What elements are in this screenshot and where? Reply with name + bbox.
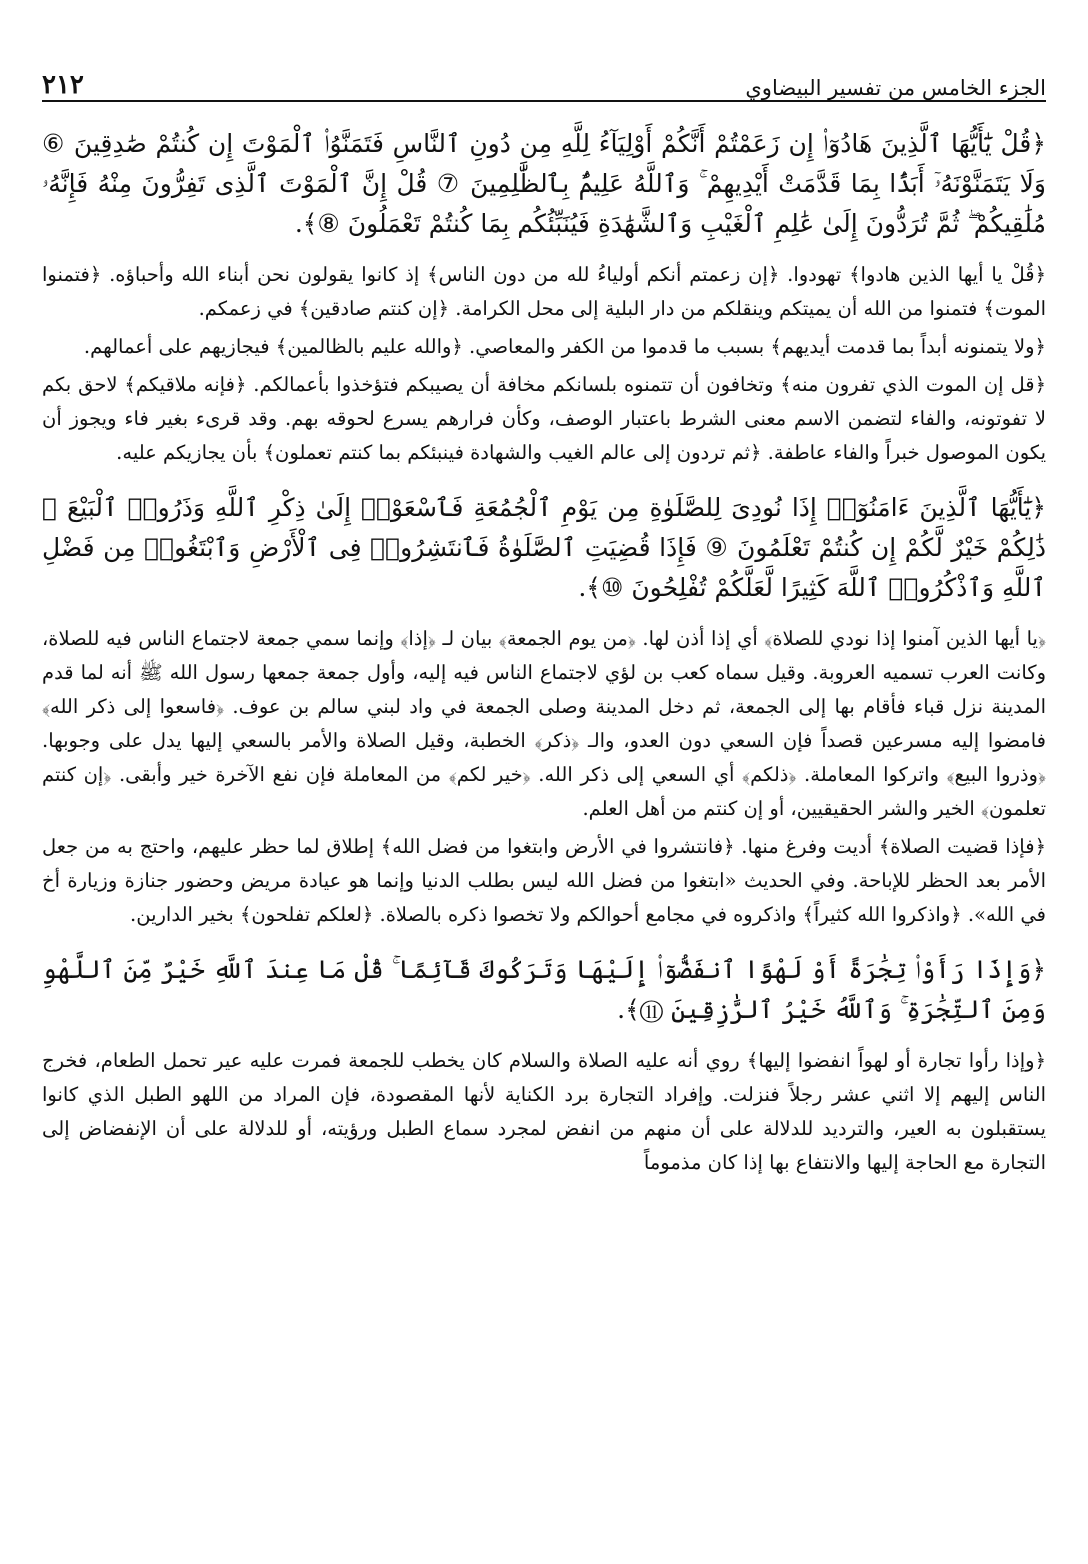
commentary-paragraph: ﴿يا أيها الذين آمنوا إذا نودي للصلاة﴾ أي إذا أذن لها. ﴿من يوم الجمعة﴾ بيان لـ ﴿إذا﴾ وإنما سمي جمعة لاجتماع الناس فيه للصلاة، وكانت العرب تسميه العروبة. وقيل سماه كعب بن لؤي لاجتماع الناس فيه إليه، وأول جمعة جمعها رسول الله ﷺ أنه لما قدم المدينة نزل قباء فأقام بها إلى الجمعة، ثم دخل المدينة وصلى الجمعة في واد لبني سالم بن عوف. ﴿فاسعوا إلى ذكر الله﴾ فامضوا إليه مسرعين قصداً فإن السعي دون العدو، والـ ﴿ذكر﴾ الخطبة، وقيل الصلاة والأمر بالسعي إليها يدل على وجوبها. ﴿وذروا البيع﴾ واتركوا المعاملة. ﴿ذلكم﴾ أي السعي إلى ذكر الله. ﴿خير لكم﴾ من المعاملة فإن نفع الآخرة خير وأبقى. ﴿إن كنتم تعلمون﴾ الخير والشر الحقيقيين، أو إن كنتم من أهل العلم. bbox=[42, 627, 1046, 820]
page-number: ٢١٢ bbox=[42, 70, 84, 100]
quran-verse-block: ﴿وَإِذَا رَأَوْا۟ تِجَٰرَةً أَوْ لَهْوًا ٱنفَضُّوٓا۟ إِلَيْهَا وَتَرَكُوكَ قَآئِمًا ۚ قُلْ مَا عِندَ ٱللَّهِ خَيْرٌ مِّنَ ٱللَّهْوِ وَمِنَ ٱلتِّجَٰرَةِ ۚ وَٱللَّهُ خَيْرُ ٱلرَّٰزِقِينَ ⑪﴾. bbox=[42, 955, 1046, 1024]
commentary-paragraph: ﴿وإذا رأوا تجارة أو لهواً انفضوا إليها﴾ روي أنه عليه الصلاة والسلام كان يخطب للجمعة فمرت عليه عير تحمل الطعام، فخرج الناس إليهم إلا اثني عشر رجلاً فنزلت. وإفراد التجارة برد الكناية لأنها المقصودة، فإن المراد من اللهو الطبل الذي كانوا يستقبلون به العير، والترديد للدلالة على أن منهم من انفض لمجرد سماع الطبل ورؤيته، أو للدلالة على أن الإنفضاض إلى التجارة مع الحاجة إليها والانتفاع بها إذا كان مذموماً bbox=[42, 1049, 1046, 1174]
quran-verse-block: ﴿يَٰٓأَيُّهَا ٱلَّذِينَ ءَامَنُوٓا۟ إِذَا نُودِىَ لِلصَّلَوٰةِ مِن يَوْمِ ٱلْجُمُعَةِ فَٱسْعَوْا۟ إِلَىٰ ذِكْرِ ٱللَّهِ وَذَرُوا۟ ٱلْبَيْعَ ۚ ذَٰلِكُمْ خَيْرٌ لَّكُمْ إِن كُنتُمْ تَعْلَمُونَ ⑨ فَإِذَا قُضِيَتِ ٱلصَّلَوٰةُ فَٱنتَشِرُوا۟ فِى ٱلْأَرْضِ وَٱبْتَغُوا۟ مِن فَضْلِ ٱللَّهِ وَٱذْكُرُوا۟ ٱللَّهَ كَثِيرًا لَّعَلَّكُمْ تُفْلِحُونَ ⑩﴾. bbox=[42, 493, 1046, 602]
quran-verse-block: ﴿قُلْ يَٰٓأَيُّهَا ٱلَّذِينَ هَادُوٓا۟ إِن زَعَمْتُمْ أَنَّكُمْ أَوْلِيَآءُ لِلَّهِ مِن دُونِ ٱلنَّاسِ فَتَمَنَّوُا۟ ٱلْمَوْتَ إِن كُنتُمْ صَٰدِقِينَ ⑥ وَلَا يَتَمَنَّوْنَهُۥٓ أَبَدًۢا بِمَا قَدَّمَتْ أَيْدِيهِمْ ۚ وَٱللَّهُ عَلِيمٌۢ بِٱلظَّٰلِمِينَ ⑦ قُلْ إِنَّ ٱلْمَوْتَ ٱلَّذِى تَفِرُّونَ مِنْهُ فَإِنَّهُۥ مُلَٰقِيكُمْ ۖ ثُمَّ تُرَدُّونَ إِلَىٰ عَٰلِمِ ٱلْغَيْبِ وَٱلشَّهَٰدَةِ فَيُنَبِّئُكُم بِمَا كُنتُمْ تَعْمَلُونَ ⑧﴾. bbox=[42, 129, 1046, 238]
spacer bbox=[42, 474, 1046, 488]
header-title: الجزء الخامس من تفسير البيضاوي bbox=[745, 76, 1046, 100]
commentary-paragraph: ﴿قل إن الموت الذي تفرون منه﴾ وتخافون أن تتمنوه بلسانكم مخافة أن يصيبكم فتؤخذوا بأعمالكم. ﴿فإنه ملاقيكم﴾ لاحق بكم لا تفوتونه، والفاء لتضمن الاسم معنى الشرط باعتبار الوصف، وكأن فرارهم يسرع لحوقه بهم. وقد قرىء بغير فاء ويجوز أن يكون الموصول خبراً والفاء عاطفة. ﴿ثم تردون إلى عالم الغيب والشهادة فينبئكم بما كنتم تعملون﴾ بأن يجازيكم عليه. bbox=[42, 373, 1046, 464]
commentary-paragraph: ﴿قُلْ يا أيها الذين هادوا﴾ تهودوا. ﴿إن زعمتم أنكم أولياءُ لله من دون الناس﴾ إذ كانوا يقولون نحن أبناء الله وأحباؤه. ﴿فتمنوا الموت﴾ فتمنوا من الله أن يميتكم وينقلكم من دار البلية إلى محل الكرامة. ﴿إن كنتم صادقين﴾ في زعمكم. bbox=[42, 263, 1046, 320]
running-header bbox=[42, 50, 1046, 102]
spacer bbox=[42, 936, 1046, 950]
commentary-paragraph: ﴿فإذا قضيت الصلاة﴾ أديت وفرغ منها. ﴿فانتشروا في الأرض وابتغوا من فضل الله﴾ إطلاق لما حظر عليهم، واحتج به من جعل الأمر بعد الحظر للإباحة. وفي الحديث «ابتغوا من فضل الله ليس بطلب الدنيا وإنما هو عيادة مريض وحضور جنازة وزيارة أخ في الله». ﴿واذكروا الله كثيراً﴾ واذكروه في مجامع أحوالكم ولا تخصوا ذكره بالصلاة. ﴿لعلكم تفلحون﴾ بخير الدارين. bbox=[42, 835, 1046, 926]
page-body bbox=[42, 124, 1046, 1180]
commentary-paragraph: ﴿ولا يتمنونه أبداً بما قدمت أيديهم﴾ بسبب ما قدموا من الكفر والمعاصي. ﴿والله عليم بالظالمين﴾ فيجازيهم على أعمالهم. bbox=[83, 335, 1046, 358]
